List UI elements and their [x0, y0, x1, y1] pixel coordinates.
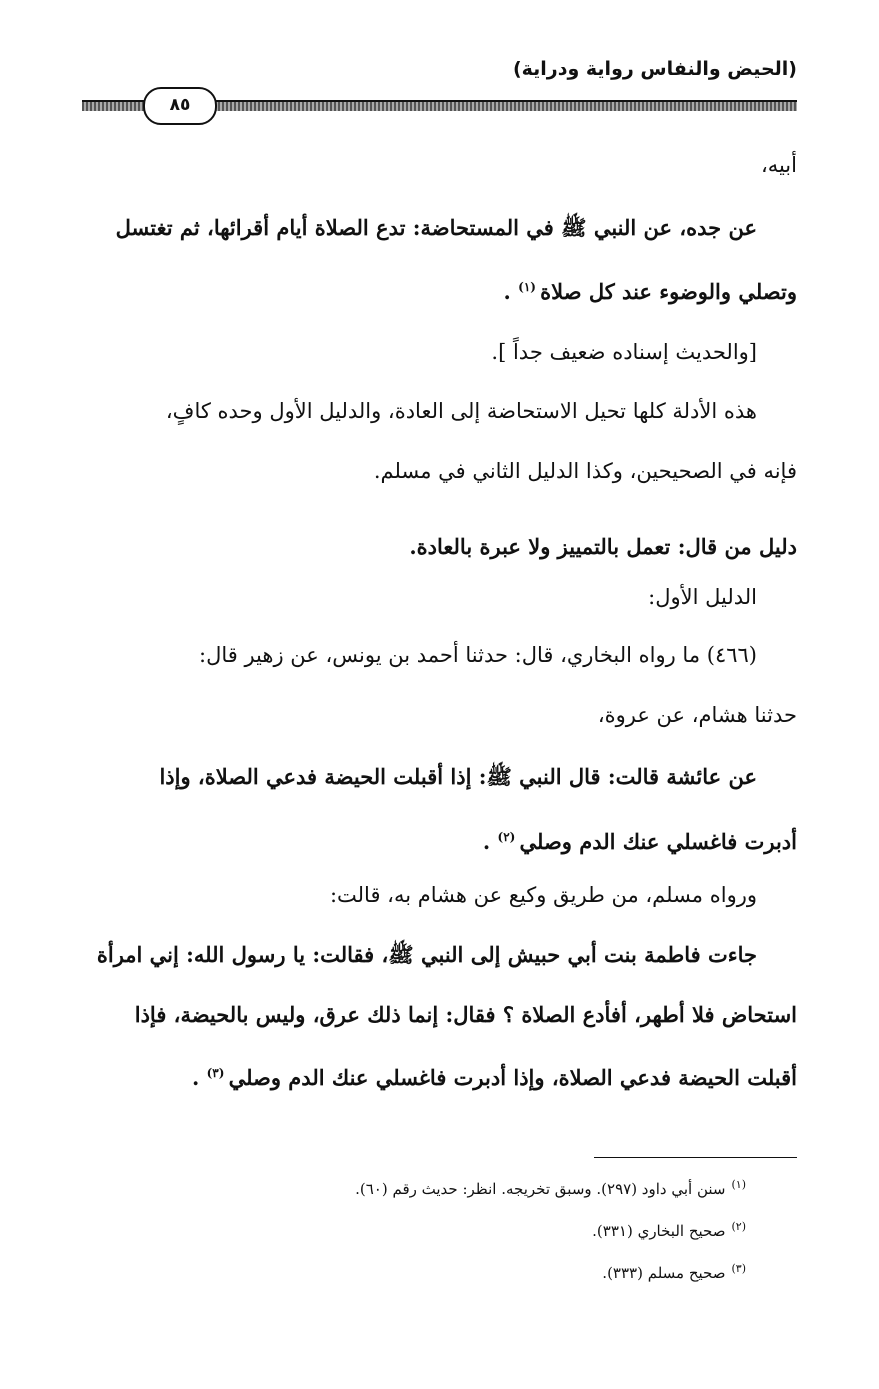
footnote-separator — [594, 1157, 797, 1158]
text-line-content: وتصلي والوضوء عند كل صلاة — [540, 279, 797, 304]
footnotes — [106, 1174, 746, 1300]
text-line — [80, 582, 797, 612]
line-terminator: . — [503, 279, 519, 304]
text-line — [80, 1000, 797, 1030]
footnote-reference[interactable]: (٣) — [206, 1066, 229, 1080]
text-line — [80, 213, 797, 243]
footnote-item — [106, 1258, 746, 1284]
footnote-reference[interactable]: (١) — [518, 280, 541, 294]
footnote-mark: (٢) — [731, 1220, 746, 1233]
text-line-content: جاءت فاطمة بنت أبي حبيش إلى النبي ﷺ، فقالت: يا رسول الله: إني امرأة — [96, 942, 757, 967]
text-line-content: حدثنا هشام، عن عروة، — [597, 703, 797, 727]
footnote-item — [106, 1216, 746, 1242]
text-line — [80, 456, 797, 486]
text-line — [80, 822, 797, 857]
text-line-content: عن عائشة قالت: قال النبي ﷺ: إذا أقبلت الحيضة فدعي الصلاة، وإذا — [159, 764, 757, 789]
footnote-item — [106, 1174, 746, 1200]
text-line — [80, 940, 797, 970]
text-line-content: [والحديث إسناده ضعيف جداً ]. — [491, 340, 757, 364]
text-line-content: (٤٦٦) ما رواه البخاري، قال: حدثنا أحمد بن يونس، عن زهير قال: — [199, 643, 757, 667]
section-heading — [80, 532, 797, 562]
text-line-content: استحاض فلا أطهر، أفأدع الصلاة ؟ فقال: إنما ذلك عرق، وليس بالحيضة، فإذا — [134, 1002, 797, 1027]
footnote-mark: (٣) — [731, 1262, 746, 1275]
running-header-title: (الحيض والنفاس رواية ودراية) — [512, 58, 797, 80]
text-line-content: هذه الأدلة كلها تحيل الاستحاضة إلى العادة، والدليل الأول وحده كافٍ، — [165, 399, 757, 423]
text-line-content: عن جده، عن النبي ﷺ في المستحاضة: تدع الصلاة أيام أقرائها، ثم تغتسل — [115, 215, 757, 240]
text-line-content: ورواه مسلم، من طريق وكيع عن هشام به، قالت: — [329, 883, 757, 907]
footnote-text: سنن أبي داود (٢٩٧). وسبق تخريجه. انظر: حديث رقم (٦٠). — [355, 1180, 726, 1198]
text-line — [80, 880, 797, 910]
footnote-text: صحيح مسلم (٣٣٣). — [602, 1264, 726, 1282]
line-terminator: . — [482, 829, 498, 854]
footnote-text: صحيح البخاري (٣٣١). — [592, 1222, 726, 1240]
footnote-reference[interactable]: (٢) — [497, 830, 520, 844]
text-line — [80, 337, 797, 367]
text-line-content: أبيه، — [760, 153, 797, 177]
text-line — [80, 640, 797, 670]
text-line-content: فإنه في الصحيحين، وكذا الدليل الثاني في مسلم. — [373, 459, 797, 483]
page-number: ٨٥ — [143, 87, 217, 125]
text-line — [80, 700, 797, 730]
text-line — [80, 762, 797, 792]
text-line-content: دليل من قال: تعمل بالتمييز ولا عبرة بالعادة. — [409, 534, 797, 559]
line-terminator: . — [191, 1065, 207, 1090]
text-line-content: الدليل الأول: — [648, 585, 757, 609]
text-line-content: أدبرت فاغسلي عنك الدم وصلي — [519, 829, 797, 854]
text-line — [80, 396, 797, 426]
text-line-content: أقبلت الحيضة فدعي الصلاة، وإذا أدبرت فاغسلي عنك الدم وصلي — [228, 1065, 797, 1090]
text-line — [80, 150, 797, 180]
text-line — [80, 1058, 797, 1093]
text-line — [80, 272, 797, 307]
footnote-mark: (١) — [731, 1178, 746, 1191]
